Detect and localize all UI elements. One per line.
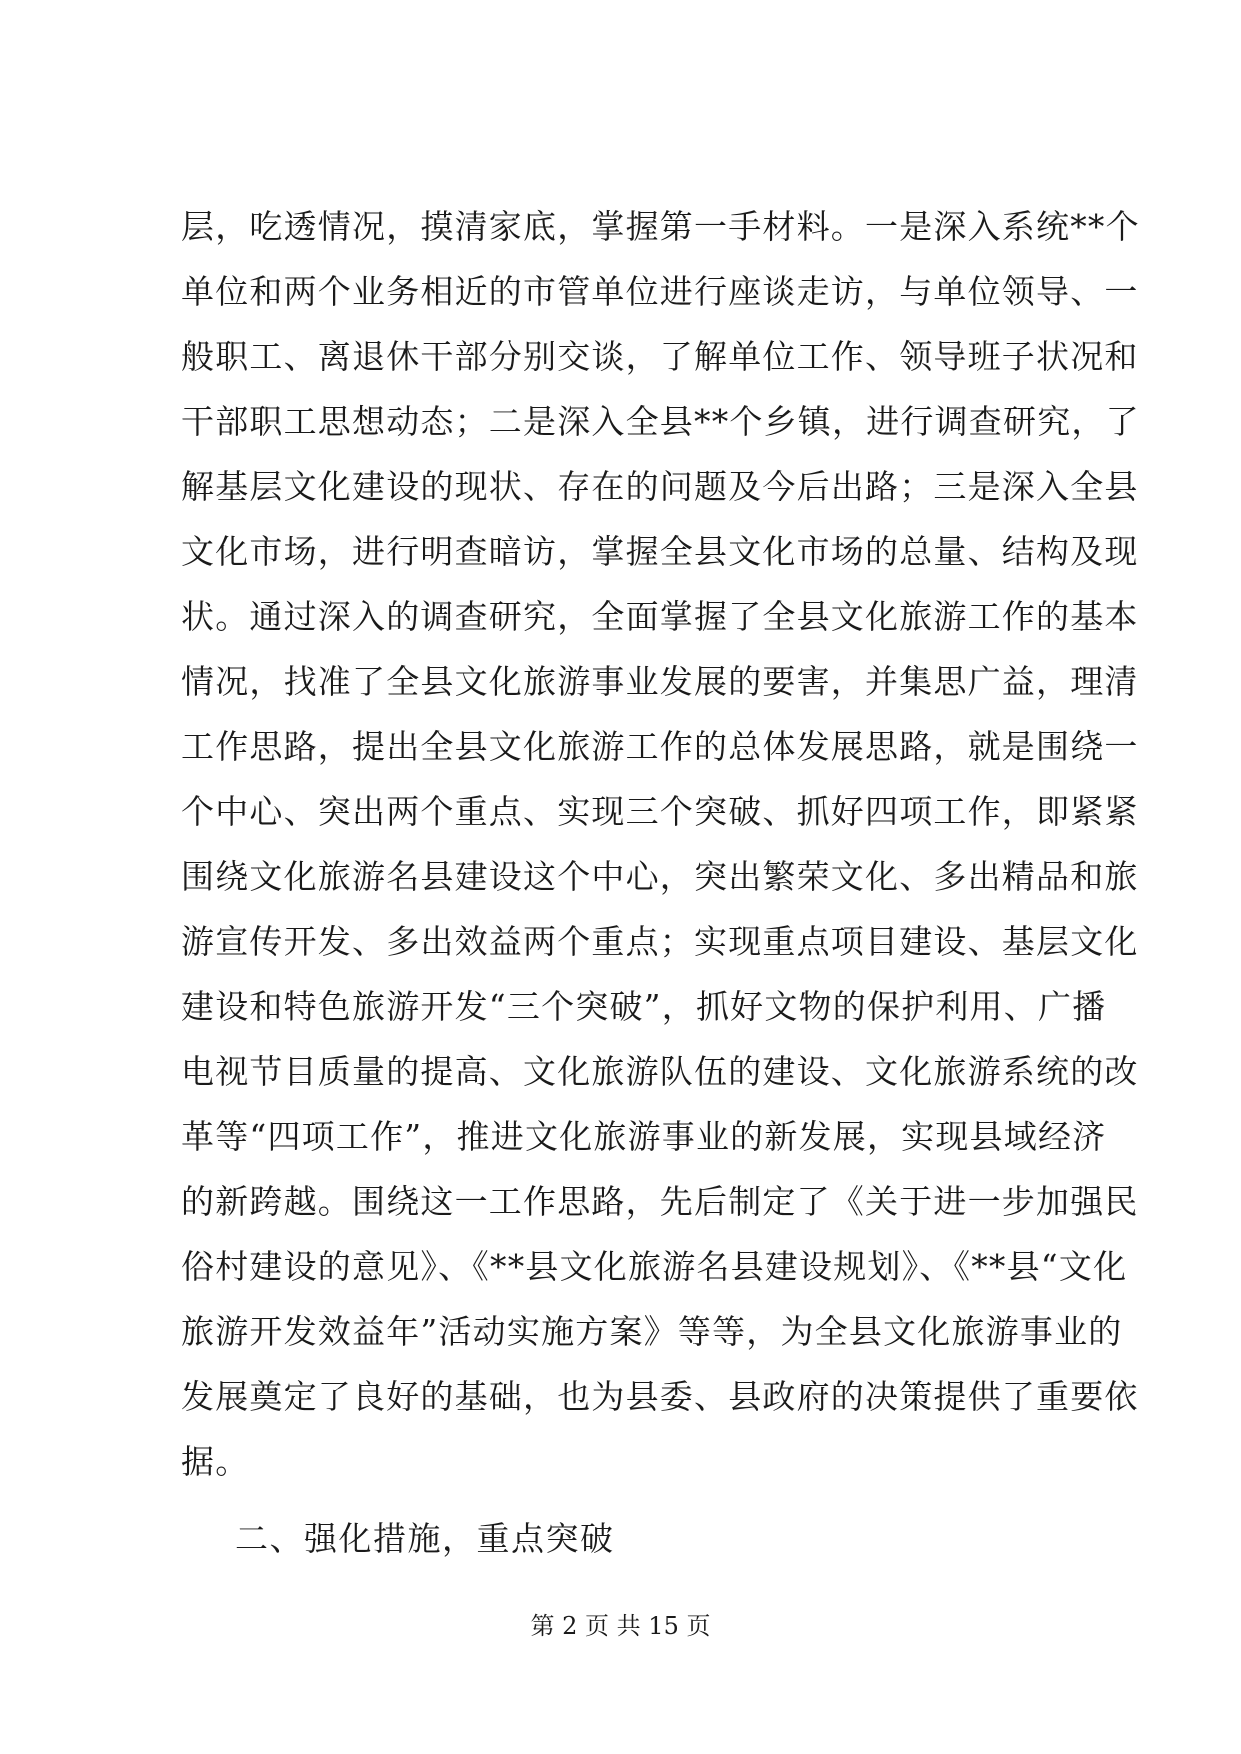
page-number-footer: 第 2 页 共 15 页 — [530, 1612, 711, 1640]
paragraph-line: 旅游开发效益年”活动实施方案》等等，为全县文化旅游事业的 — [181, 1312, 1123, 1351]
paragraph-line: 文化市场，进行明查暗访，掌握全县文化市场的总量、结构及现 — [181, 532, 1139, 571]
section-heading: 二、强化措施，重点突破 — [235, 1519, 615, 1558]
paragraph-line: 的新跨越。围绕这一工作思路，先后制定了《关于进一步加强民 — [181, 1182, 1139, 1221]
paragraph-line: 单位和两个业务相近的市管单位进行座谈走访，与单位领导、一 — [181, 272, 1139, 311]
paragraph-line: 发展奠定了良好的基础，也为县委、县政府的决策提供了重要依 — [181, 1377, 1139, 1416]
paragraph-line: 状。通过深入的调查研究，全面掌握了全县文化旅游工作的基本 — [181, 597, 1139, 636]
paragraph-line: 层，吃透情况，摸清家底，掌握第一手材料。一是深入系统**个 — [181, 207, 1140, 246]
paragraph-line: 电视节目质量的提高、文化旅游队伍的建设、文化旅游系统的改 — [181, 1052, 1139, 1091]
paragraph-line: 围绕文化旅游名县建设这个中心，突出繁荣文化、多出精品和旅 — [181, 857, 1139, 896]
paragraph-line-last: 据。 — [181, 1442, 250, 1481]
paragraph-line: 建设和特色旅游开发“三个突破”，抓好文物的保护利用、广播 — [181, 987, 1107, 1026]
paragraph-line: 游宣传开发、多出效益两个重点；实现重点项目建设、基层文化 — [181, 922, 1139, 961]
paragraph-line: 情况，找准了全县文化旅游事业发展的要害，并集思广益，理清 — [181, 662, 1139, 701]
paragraph-line: 干部职工思想动态；二是深入全县**个乡镇，进行调查研究，了 — [181, 402, 1140, 441]
paragraph-line: 般职工、离退休干部分别交谈，了解单位工作、领导班子状况和 — [181, 337, 1139, 376]
paragraph-line: 解基层文化建设的现状、存在的问题及今后出路；三是深入全县 — [181, 467, 1139, 506]
paragraph-line: 革等“四项工作”，推进文化旅游事业的新发展，实现县域经济 — [181, 1117, 1107, 1156]
paragraph-line: 俗村建设的意见》、《**县文化旅游名县建设规划》、《**县“文化 — [181, 1247, 1128, 1286]
paragraph-line: 个中心、突出两个重点、实现三个突破、抓好四项工作，即紧紧 — [181, 792, 1139, 831]
paragraph-line: 工作思路，提出全县文化旅游工作的总体发展思路，就是围绕一 — [181, 727, 1139, 766]
